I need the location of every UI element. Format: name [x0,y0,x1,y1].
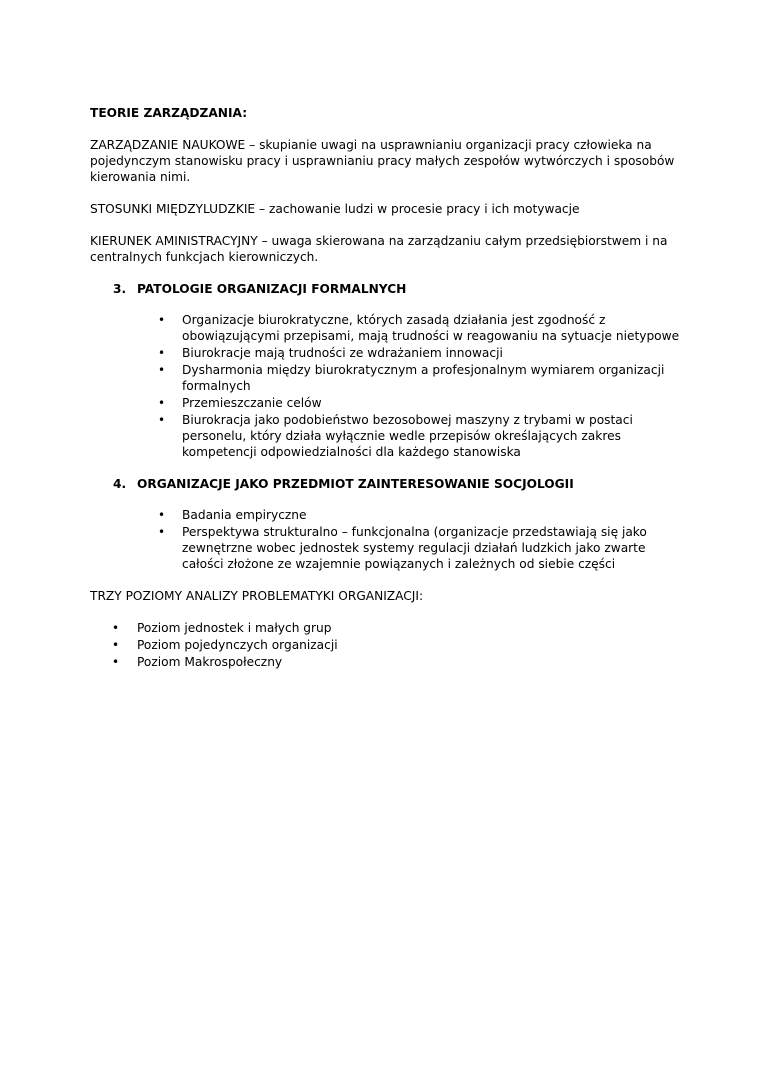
list-item [90,524,680,572]
list-item-text: Dysharmonia między biurokratycznym a profesjonalnym wymiarem organizacji formalnych [182,363,665,393]
list-item [90,312,680,344]
page-title: TEORIE ZARZĄDZANIA: [90,106,248,120]
bullet-icon: • [112,655,120,669]
list-item-text: Przemieszczanie celów [182,396,322,410]
section-4-number: 4. [113,477,127,491]
list-item-text: Poziom jednostek i małych grup [137,621,332,635]
list-item-text: Biurokracje mają trudności ze wdrażaniem innowacji [182,346,503,360]
bullet-icon: • [158,313,166,327]
bullet-icon: • [158,363,166,377]
list-item-text: Poziom Makrospołeczny [137,655,283,669]
levels-heading: TRZY POZIOMY ANALIZY PROBLEMATYKI ORGANIZACJI: [90,589,424,603]
list-item [90,654,680,670]
list-item-text: Poziom pojedynczych organizacji [137,638,338,652]
list-item-text: Badania empiryczne [182,508,307,522]
list-item [90,412,680,460]
bullet-icon: • [158,413,166,427]
paragraph-human-relations: STOSUNKI MIĘDZYLUDZKIE – zachowanie ludzi w procesie pracy i ich motywacje [90,202,580,216]
section-3-heading [113,281,680,297]
document-body [90,105,680,671]
bullet-icon: • [158,525,166,539]
bullet-icon: • [112,638,120,652]
section-3-number: 3. [113,282,127,296]
section-4-heading [113,476,680,492]
list-item-text: Perspektywa strukturalno – funkcjonalna (organizacje przedstawiają się jako zewnętrzne wobec jednostek systemy regulacji działań ludzkich jako zwarte całości złożone ze wzajemnie powiązanych i zależnych od siebie części [182,525,647,571]
levels-list [90,620,680,670]
list-item [90,637,680,653]
bullet-icon: • [158,508,166,522]
section-4-list [90,507,680,572]
paragraph-scientific-management: ZARZĄDZANIE NAUKOWE – skupianie uwagi na usprawnianiu organizacji pracy człowieka na pojedynczym stanowisku pracy i usprawnianiu pracy małych zespołów wytwórczych i sposobów kierowania nimi. [90,138,675,184]
section-3-title: PATOLOGIE ORGANIZACJI FORMALNYCH [137,282,407,296]
list-item-text: Biurokracja jako podobieństwo bezosobowej maszyny z trybami w postaci personelu, który działa wyłącznie wedle przepisów określających zakres kompetencji odpowiedzialności dla każdego stanowiska [182,413,633,459]
list-item [90,345,680,361]
bullet-icon: • [112,621,120,635]
section-3-list [90,312,680,460]
list-item [90,507,680,523]
list-item [90,362,680,394]
bullet-icon: • [158,396,166,410]
list-item [90,395,680,411]
bullet-icon: • [158,346,166,360]
section-4-title: ORGANIZACJE JAKO PRZEDMIOT ZAINTERESOWANIE SOCJOLOGII [137,477,574,491]
list-item-text: Organizacje biurokratyczne, których zasadą działania jest zgodność z obowiązującymi przepisami, mają trudności w reagowaniu na sytuacje nietypowe [182,313,680,343]
list-item [90,620,680,636]
paragraph-administrative: KIERUNEK AMINISTRACYJNY – uwaga skierowana na zarządzaniu całym przedsiębiorstwem i na centralnych funkcjach kierowniczych. [90,234,668,264]
